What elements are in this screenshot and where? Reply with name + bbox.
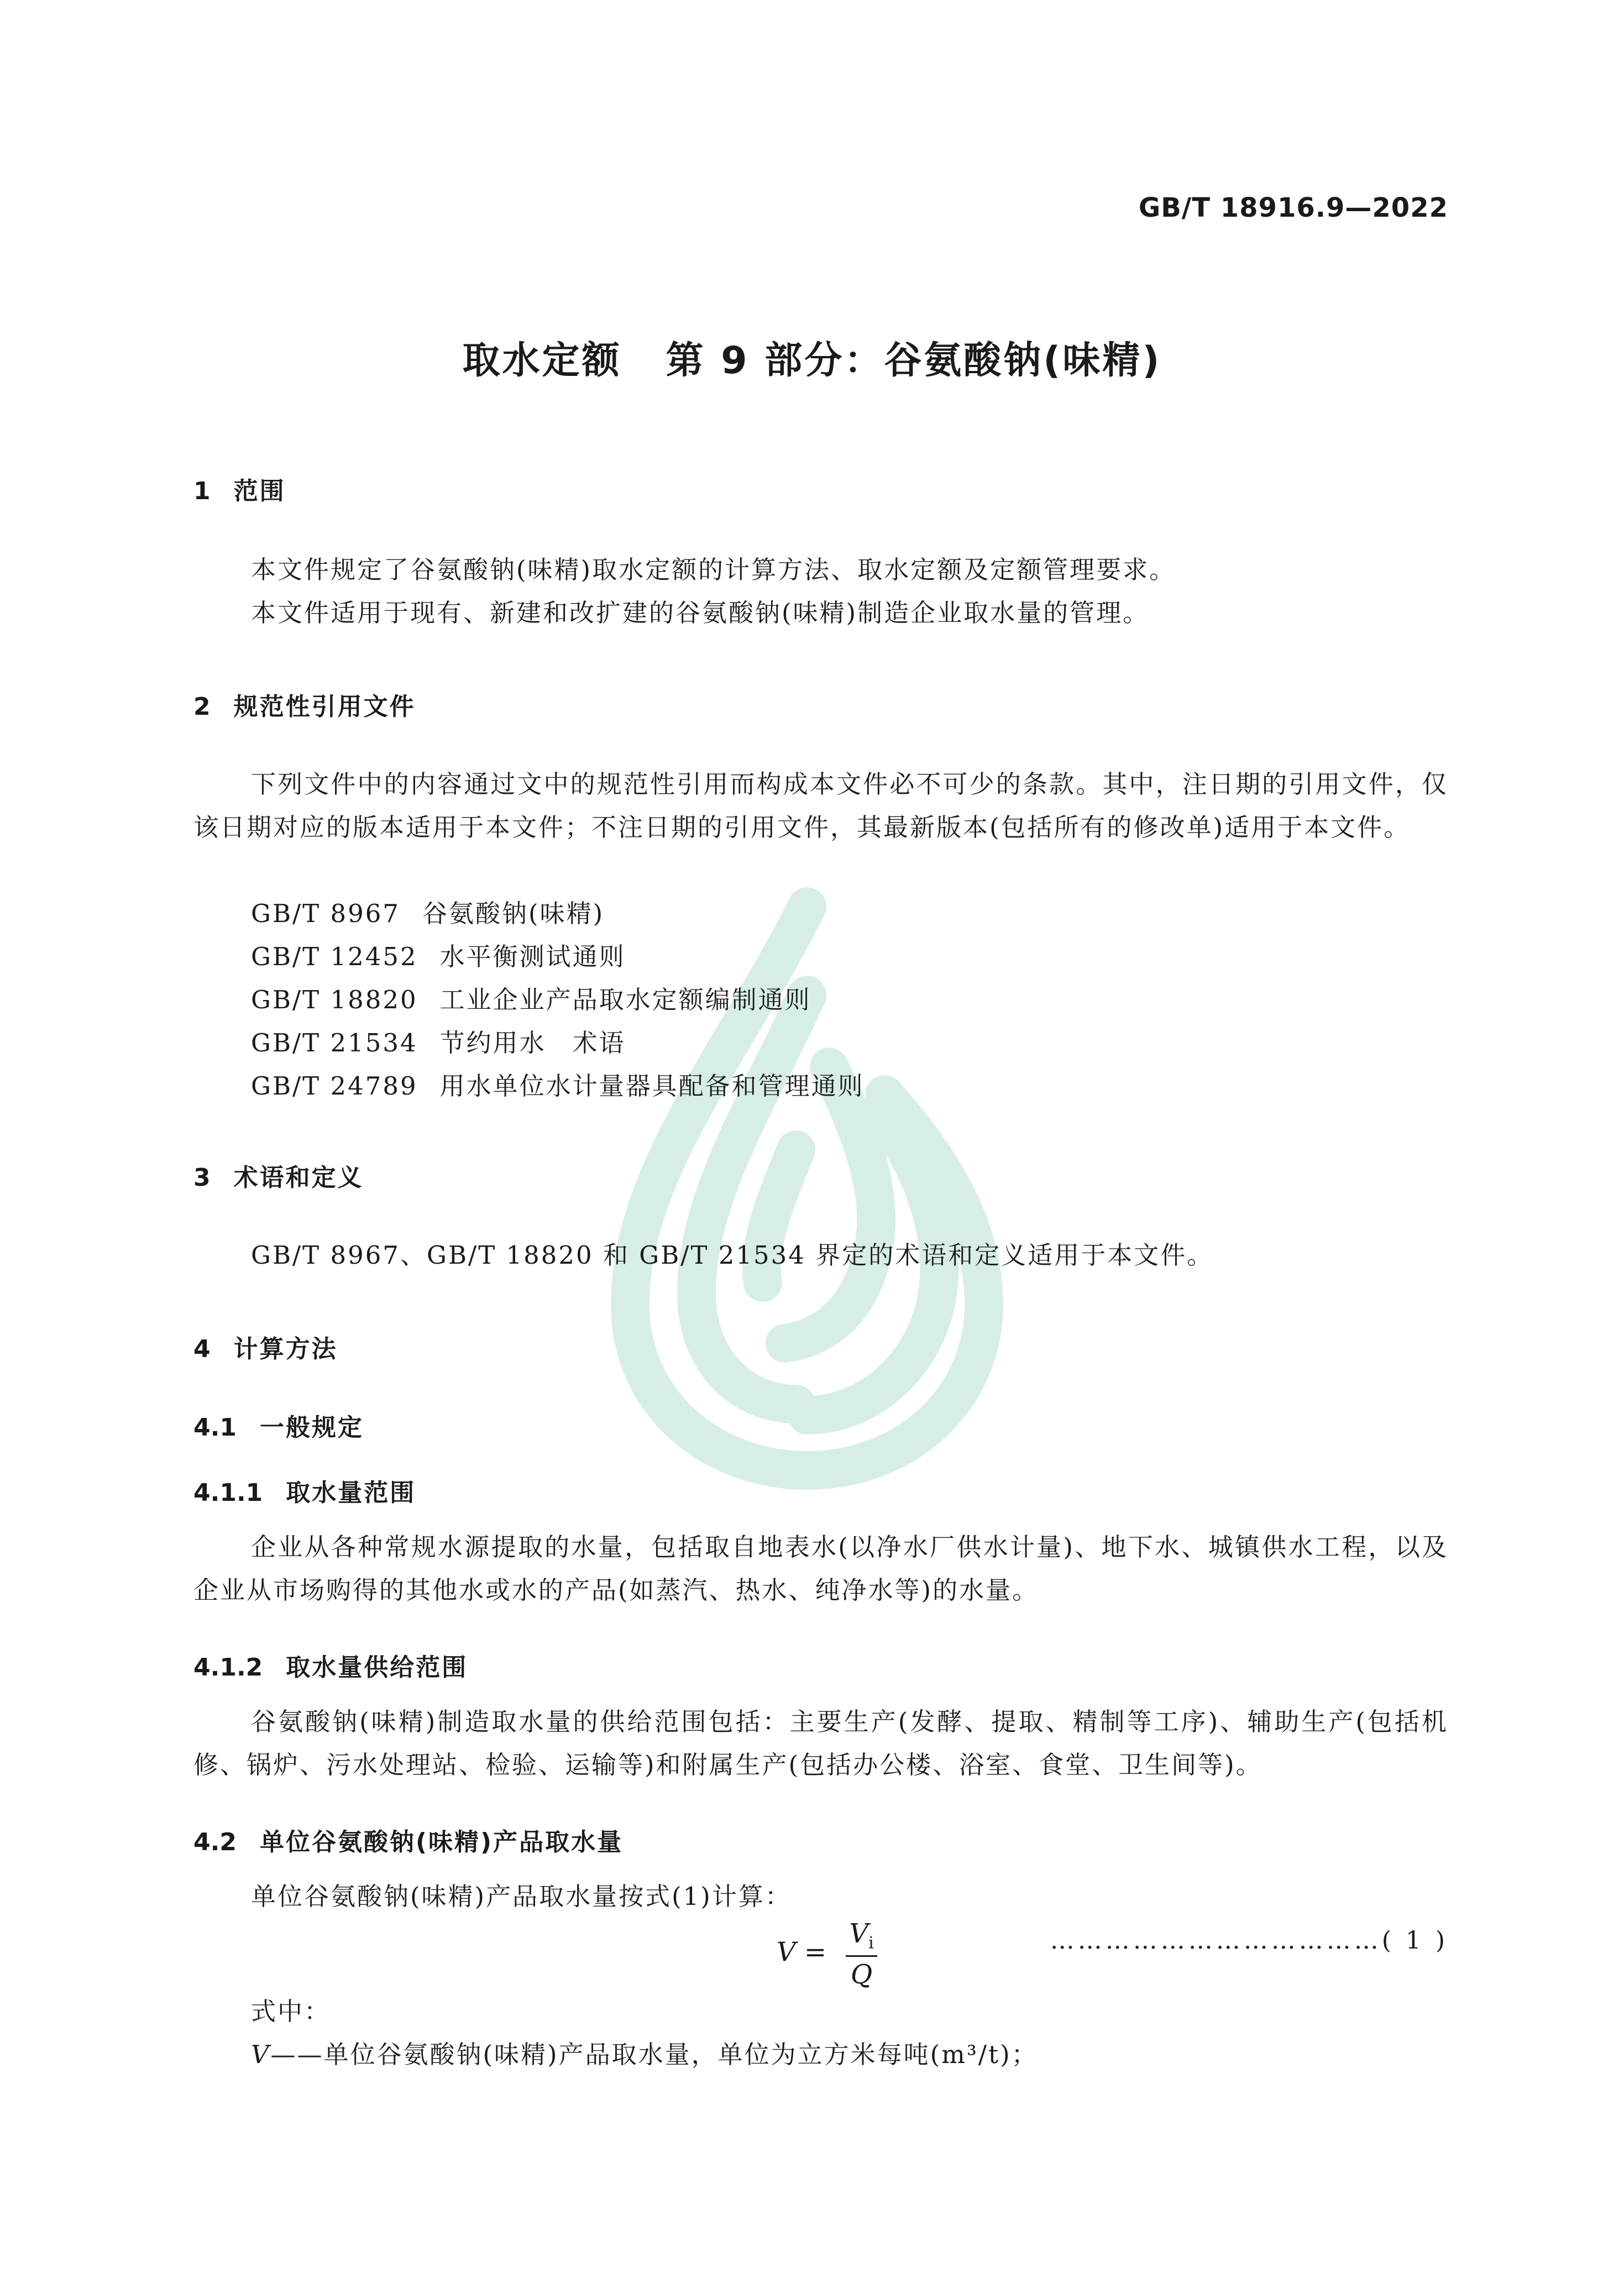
section-heading-4-1: 4.1 一般规定 <box>193 1414 364 1442</box>
section-2-paragraph-1: 下列文件中的内容通过文中的规范性引用而构成本文件必不可少的条款。其中，注日期的引用文件，仅该日期对应的版本适用于本文件；不注日期的引用文件，其最新版本(包括所有的修改单)适用于本文件。 <box>193 769 1448 842</box>
section-heading-4-1-2: 4.1.2 取水量供给范围 <box>193 1653 468 1682</box>
where-label: 式中： <box>251 1997 331 2026</box>
reference-item: GB/T 18820 工业企业产品取水定额编制通则 <box>251 985 811 1014</box>
where-definition: V——单位谷氨酸钠(味精)产品取水量，单位为立方米每吨(m³/t)； <box>251 2040 1038 2069</box>
title-part: 第 9 部分：谷氨酸钠(味精) <box>666 339 1162 383</box>
standard-code: GB/T 18916.9—2022 <box>1138 192 1448 223</box>
reference-item: GB/T 21534 节约用水 术语 <box>251 1028 626 1057</box>
reference-item: GB/T 24789 用水单位水计量器具配备和管理通则 <box>251 1071 865 1101</box>
title-main: 取水定额 <box>462 339 622 383</box>
section-heading-4: 4 计算方法 <box>193 1335 338 1363</box>
section-heading-4-2: 4.2 单位谷氨酸钠(味精)产品取水量 <box>193 1828 624 1856</box>
section-heading-4-1-1: 4.1.1 取水量范围 <box>193 1479 416 1507</box>
section-heading-2: 2 规范性引用文件 <box>193 693 416 721</box>
section-4-2-paragraph: 单位谷氨酸钠(味精)产品取水量按式(1)计算： <box>251 1882 792 1911</box>
formula-lhs: V = <box>777 1936 827 1968</box>
equation-number <box>1050 1926 1448 1955</box>
dot-leader: ……………………………… <box>1050 1926 1382 1955</box>
document-title <box>0 331 1624 384</box>
watermark-drop-logo <box>597 884 1017 1493</box>
formula-fraction: $\frac{V_i}{Q}$ <box>846 1918 877 1990</box>
reference-item: GB/T 12452 水平衡测试通则 <box>251 942 626 971</box>
equation-label: ( 1 ) <box>1381 1926 1448 1955</box>
section-3-paragraph-1: GB/T 8967、GB/T 18820 和 GB/T 21534 界定的术语和定义适用于本文件。 <box>251 1240 1214 1270</box>
reference-item: GB/T 8967 谷氨酸钠(味精) <box>251 899 605 928</box>
section-heading-1: 1 范围 <box>193 477 286 505</box>
section-4-1-2-paragraph: 谷氨酸钠(味精)制造取水量的供给范围包括：主要生产(发酵、提取、精制等工序)、辅助生产(包括机修、锅炉、污水处理站、检验、运输等)和附属生产(包括办公楼、浴室、食堂、卫生间等)。 <box>193 1707 1448 1779</box>
section-4-1-1-paragraph: 企业从各种常规水源提取的水量，包括取自地表水(以净水厂供水计量)、地下水、城镇供水工程，以及企业从市场购得的其他水或水的产品(如蒸汽、热水、纯净水等)的水量。 <box>193 1532 1448 1605</box>
formula-1 <box>777 1918 877 1990</box>
section-1-paragraph-1: 本文件规定了谷氨酸钠(味精)取水定额的计算方法、取水定额及定额管理要求。 <box>251 555 1176 584</box>
section-1-paragraph-2: 本文件适用于现有、新建和改扩建的谷氨酸钠(味精)制造企业取水量的管理。 <box>251 598 1150 627</box>
section-heading-3: 3 术语和定义 <box>193 1164 364 1192</box>
